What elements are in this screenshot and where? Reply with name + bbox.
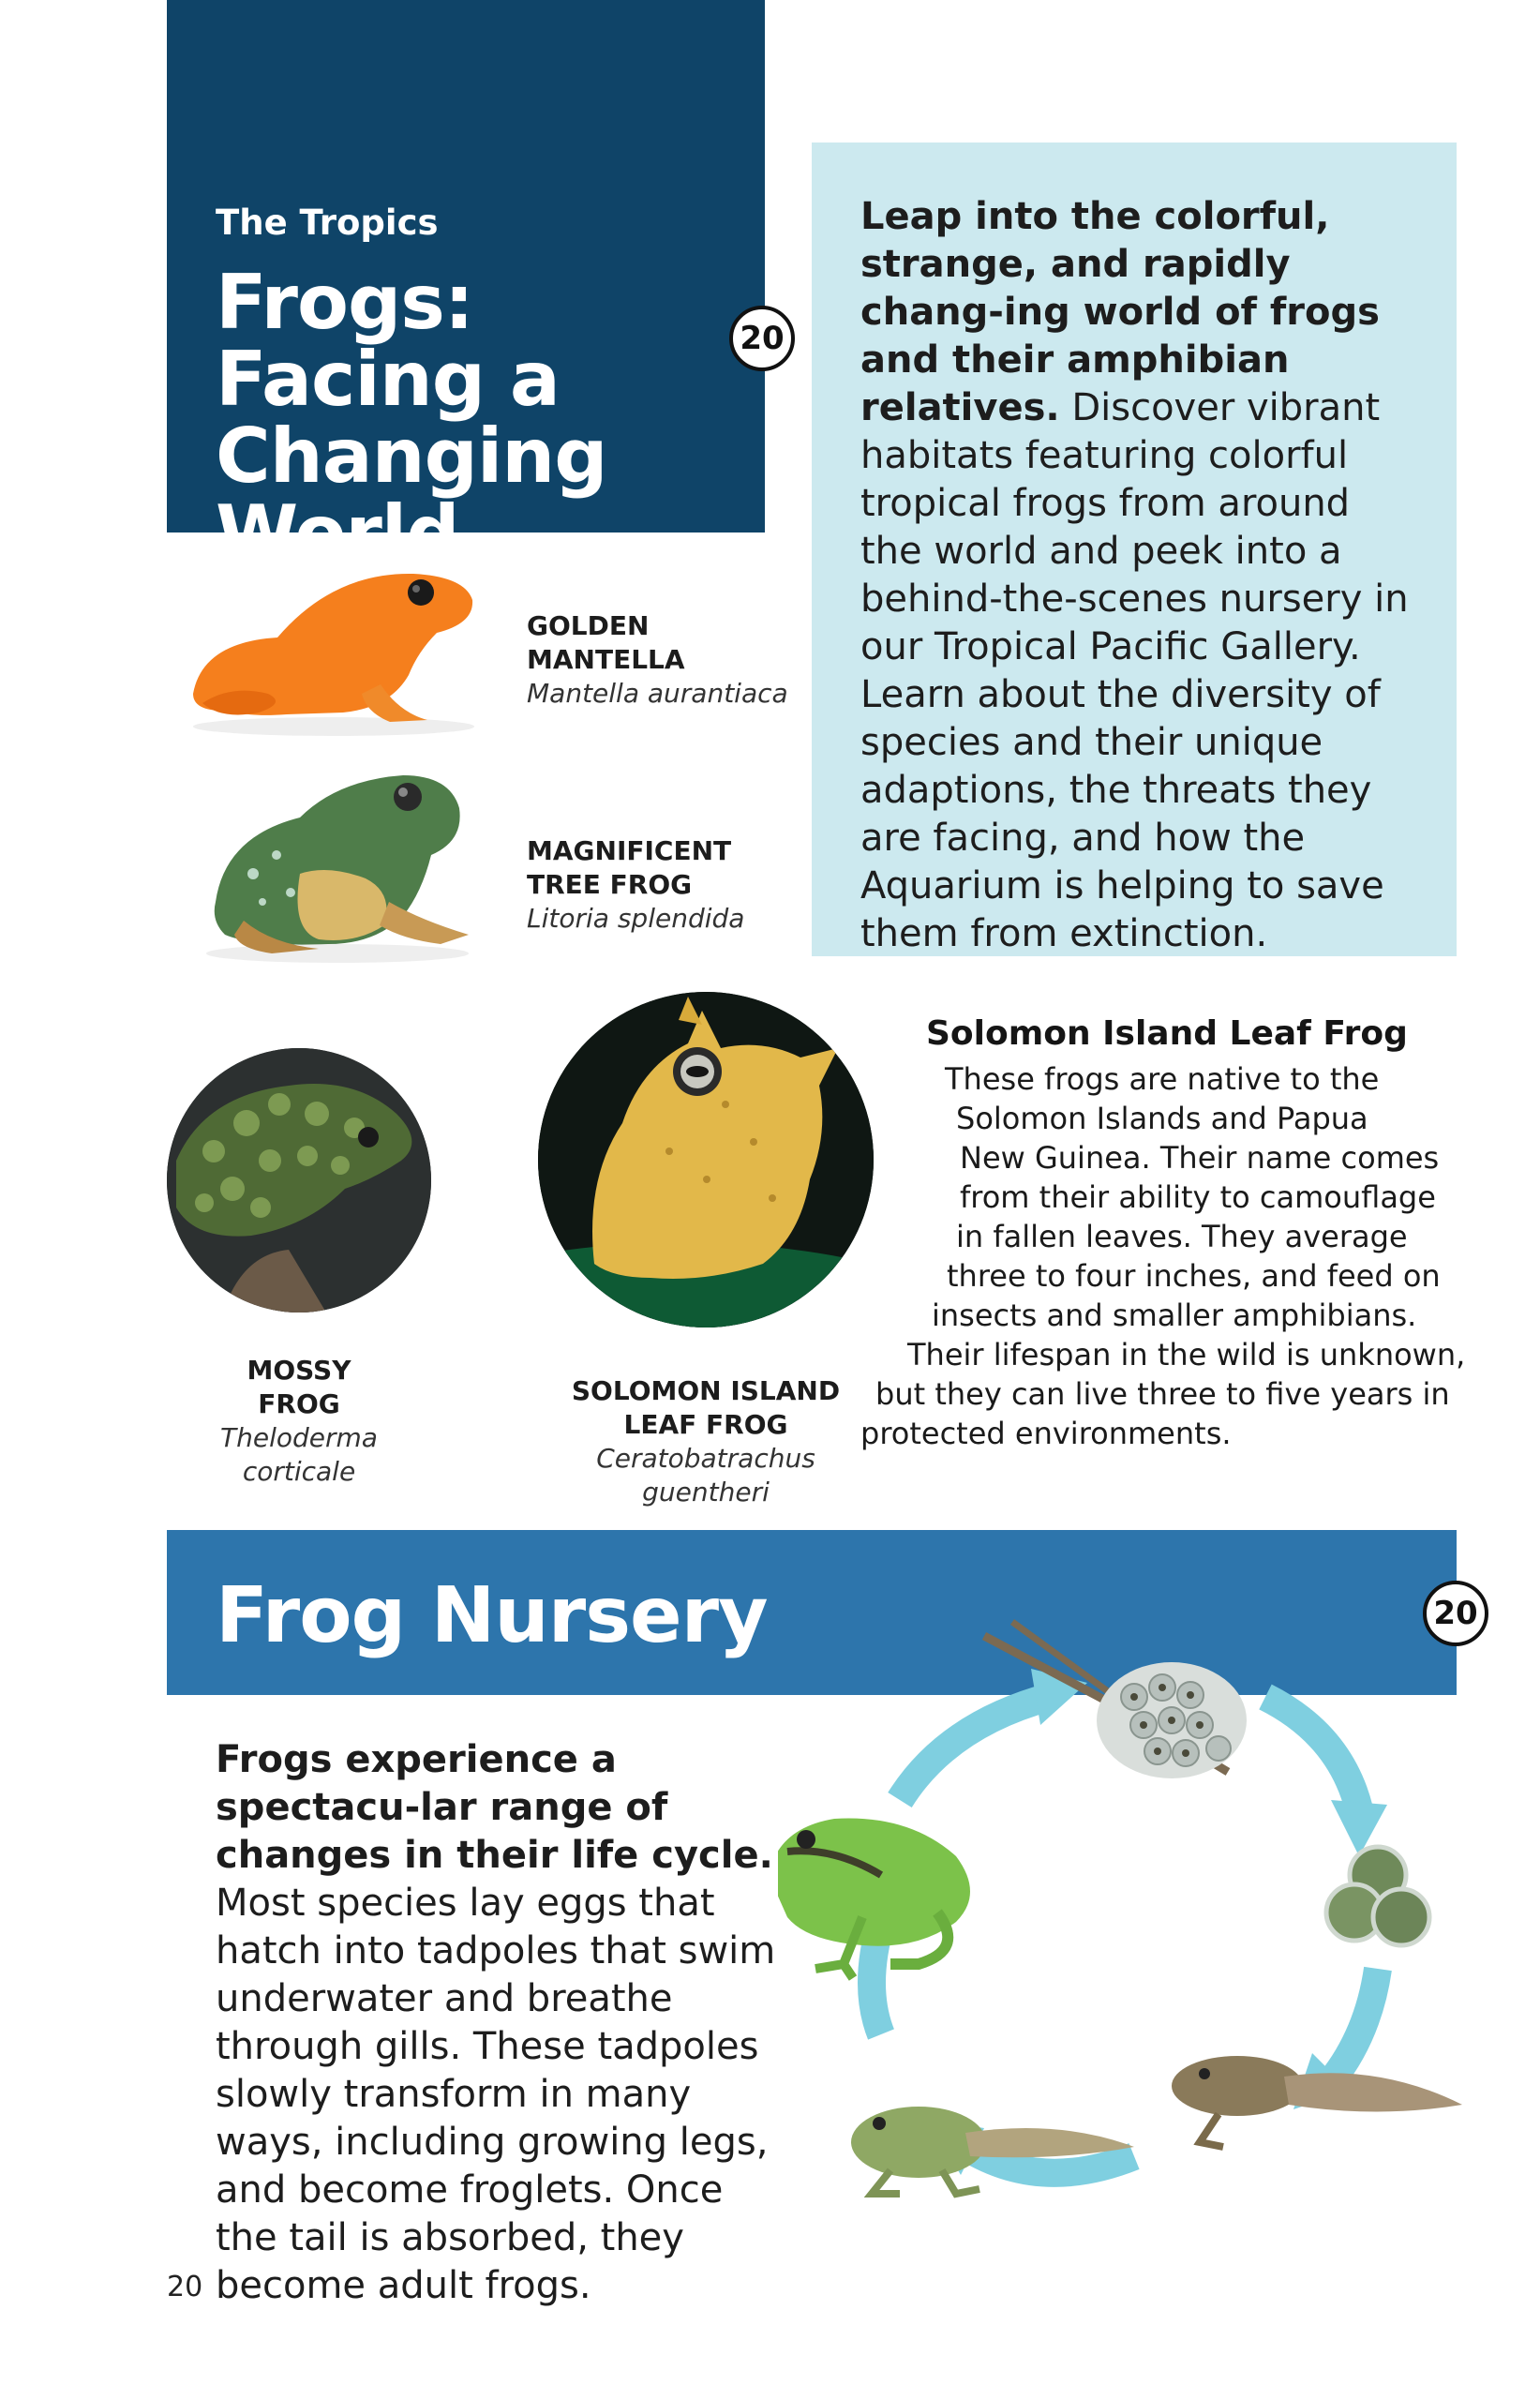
solomon-text-line: but they can live three to five years in	[875, 1376, 1450, 1412]
arrow-frog-to-eggs	[900, 1697, 1050, 1800]
intro-box	[812, 142, 1457, 956]
arrow-eggs-to-embryos	[1265, 1697, 1359, 1809]
solomon-text-line: three to four inches, and feed on	[947, 1258, 1441, 1294]
solomon-text-line: from their ability to camouflage	[960, 1179, 1436, 1215]
species-scientific-name: Theloderma	[220, 1422, 378, 1453]
solomon-text-line: These frogs are native to the	[945, 1061, 1380, 1097]
solomon-leaf-frog-photo	[538, 992, 874, 1328]
species-scientific-name: corticale	[242, 1456, 356, 1487]
page-badge: 20	[729, 306, 795, 371]
nursery-text	[216, 1736, 778, 2310]
species-common-name: MANTELLA	[527, 644, 685, 675]
embryo-illustration	[1326, 1847, 1429, 1945]
species-scientific-name: Litoria splendida	[527, 903, 745, 934]
solomon-text-line: protected environments.	[860, 1416, 1232, 1451]
mossy-frog-photo	[167, 1048, 431, 1312]
solomon-text-line: insects and smaller amphibians.	[932, 1298, 1417, 1333]
golden-mantella-photo	[174, 553, 484, 741]
golden-mantella-label	[527, 609, 788, 711]
hero-panel	[167, 0, 765, 577]
solomon-text-line: Solomon Islands and Papua	[956, 1101, 1368, 1136]
intro-body: Discover vibrant habitats featuring colorful tropical frogs from around the world and peek into a behind-the-scenes nursery in our Tropical Pacific Gallery. Learn about the diversity of species and their unique adaptions, the threats they are facing, and how the Aquarium is helping to save them from extinction.	[860, 386, 1409, 955]
species-common-name: MOSSY	[247, 1355, 351, 1386]
mossy-frog-label	[167, 1354, 431, 1489]
magnificent-tree-frog-label	[527, 834, 744, 936]
solomon-heading: Solomon Island Leaf Frog	[926, 1014, 1408, 1053]
solomon-text-line: New Guinea. Their name comes	[960, 1140, 1440, 1176]
species-scientific-name: Mantella aurantiaca	[527, 678, 788, 709]
solomon-text-line: in fallen leaves. They average	[956, 1219, 1408, 1254]
nursery-body: Most species lay eggs that hatch into tadpoles that swim underwater and breathe through gills. These tadpoles slowly transform in many ways, including growing legs, and become froglets. Once the tail is absorbed, they become adult frogs.	[216, 1882, 776, 2307]
page-title: Frogs: Facing a Changing World	[216, 259, 607, 577]
species-scientific-name: Ceratobatrachus	[596, 1443, 815, 1474]
species-scientific-name: guentheri	[642, 1477, 770, 1508]
species-common-name: SOLOMON ISLAND	[571, 1375, 841, 1406]
frog-life-cycle-diagram	[778, 1594, 1472, 2250]
page-number: 20	[167, 2271, 203, 2303]
solomon-text-line: Their lifespan in the wild is unknown,	[907, 1337, 1466, 1372]
species-common-name: GOLDEN	[527, 610, 650, 641]
nursery-badge: 20	[1423, 1581, 1488, 1646]
intro-lead: Leap into the colorful, strange, and rapidly chang-ing world of frogs and their amphibian relatives.	[860, 195, 1380, 429]
magnificent-tree-frog-photo	[187, 761, 487, 968]
nursery-lead: Frogs experience a spectacu-lar range of changes in their life cycle.	[216, 1738, 773, 1877]
species-common-name: LEAF FROG	[623, 1409, 788, 1440]
solomon-leaf-frog-label	[549, 1374, 862, 1509]
nursery-title: Frog Nursery	[216, 1571, 768, 1660]
species-common-name: TREE FROG	[527, 869, 693, 900]
section-kicker: The Tropics	[216, 202, 439, 243]
species-common-name: MAGNIFICENT	[527, 835, 732, 866]
species-common-name: FROG	[258, 1388, 340, 1419]
arrow-embryos-to-tadpole	[1331, 1969, 1378, 2081]
intro-text	[860, 193, 1423, 958]
